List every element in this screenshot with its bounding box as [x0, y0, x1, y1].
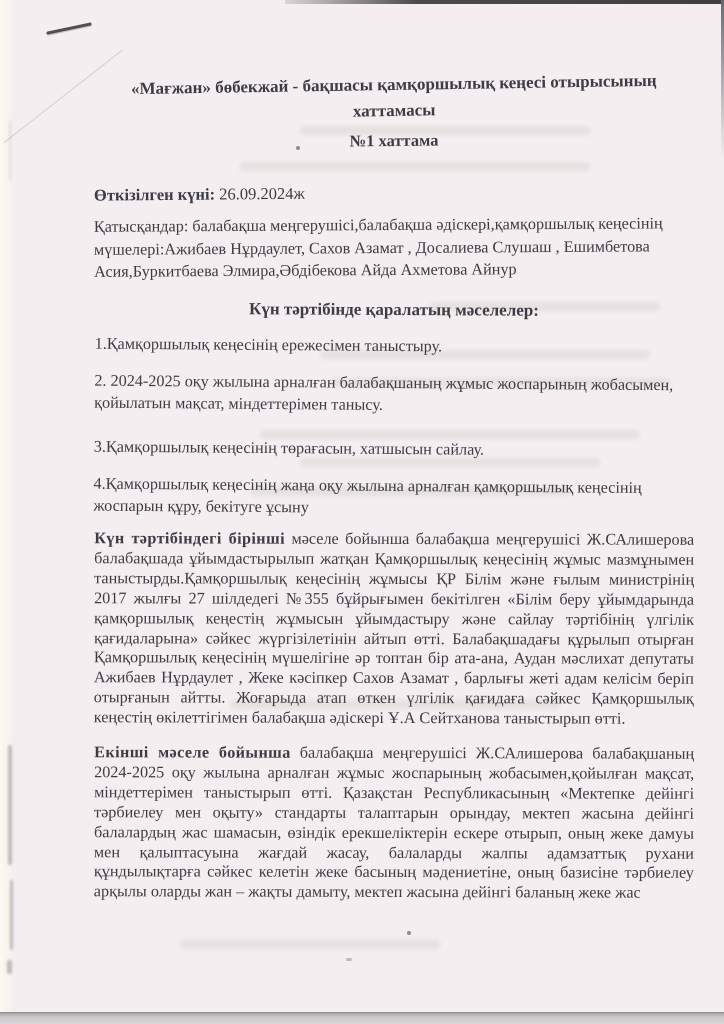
- agenda-list: [93, 332, 694, 521]
- agenda-item-1: 1.Қамқоршылық кеңесінің ережесімен таныстыру.: [94, 334, 443, 355]
- document-body: [94, 72, 694, 903]
- first-issue-lead: Күн тәртібіндегі бірінші: [94, 528, 286, 548]
- edge-smudge: [7, 960, 12, 974]
- scan-top-edge-strip: [285, 0, 724, 4]
- staple-mark: [46, 22, 92, 34]
- edge-smudge: [9, 120, 11, 180]
- edge-smudge: [8, 745, 12, 865]
- first-issue-paragraph: [94, 529, 695, 730]
- scan-left-edge-band: [0, 0, 14, 1024]
- participants-paragraph: Қатысқандар: балабақша меңгерушісі,балабақша әдіскері,қамқоршылық кеңесінің мүшелері:Ажибаев Нұрдаулет, Сахов Азамат , Досалиева Слушаш , Ешимбетова Асия,Буркитбаева Элмира,Әбдібекова Айда Ахметова Айнур: [93, 214, 663, 281]
- agenda-item-4: 4.Қамқоршылық кеңесінің жаңа оқу жылына арналған қамқоршылық кеңесінің жоспарын құру, бекітуге ұсыну: [93, 474, 642, 516]
- scanner-bed-strip: [0, 1012, 724, 1024]
- date-label: Өткізілген күні:: [93, 184, 216, 205]
- agenda-heading: Күн тәртібінде қаралатың мәселелер:: [249, 298, 539, 320]
- second-issue-paragraph: [94, 743, 694, 904]
- ink-speck: [346, 958, 352, 961]
- document-title-line1: «Мағжан» бөбекжай - бақшасы қамқоршылық кеңесі отырысының: [130, 70, 657, 99]
- agenda-item-2: 2. 2024-2025 оқу жылына арналған балабақшаның жұмыс жоспарының жобасымен, қойылатын мақсат, міндеттерімен танысу.: [94, 371, 674, 414]
- bleed-through-mark: [180, 940, 440, 949]
- date-line: [94, 180, 694, 205]
- document-title: [94, 67, 695, 128]
- ink-speck: [407, 931, 411, 935]
- protocol-number: №1 хаттама: [349, 130, 439, 151]
- date-value: 26.09.2024ж: [219, 183, 305, 204]
- first-issue-text: мәселе бойынша балабақша меңгерушісі Ж.САлишерова балабақшада ұйымдастырылып жатқан Қамқоршылық кеңесінің жұмыс мазмұнымен таныстырды.Қамқоршылық кеңесінің жұмысы ҚР Білім және ғылым министрінің 2017 жылғы 27 шілдедегі №355 бұйрығымен бекітілген «Білім беру ұйымдарында қамқоршылық кеңестің жұмысын ұйымдастыру және сайлау тәртібінің үлгілік қағидаларына» сәйкес жүргізілетінін айтып өтті. Балабақшадағы құрылып отырған Қамқоршылық кеңесінің мүшелігіне әр топтан бір ата-ана, Аудан мәслихат депутаты Ажибаев Нұрдаулет , Жеке кәсіпкер Сахов Азамат , барлығы жеті адам келісім беріп отырғанын айтты. Жоғарыда атап өткен үлгілік қағидаға сәйкес Қамқоршылық кеңестің өкілеттігімен балабақша әдіскері Ұ.А Сейтханова таныстырып өтті.: [93, 529, 695, 728]
- second-issue-text: балабақша меңгерушісі Ж.САлишерова балабақшаның 2024-2025 оқу жылына арналған жұмыс жоспарының жобасымен,қойылған мақсат, міндеттерімен таныстырып өтті. Қазақстан Республикасының «Мектепке дейінгі тәрбиелеу мен оқыту» стандарты талаптарын орындау, мектеп жасына дейінгі балалардың жас шамасын, өзіндік ерекшеліктерін ескере отырып, оның жеке дамуы мен қалыптасуына жағдай жасау, балаларды жалпы адамзаттық рухани құндылықтарға сәйкес келетін жеке басының мәдениетіне, оның базисіне тәрбиелеу арқылы оларды жан – жақты дамыту, мектеп жасына дейінгі баланың жеке жас: [93, 743, 695, 902]
- second-issue-lead: Екінші мәселе бойынша: [94, 742, 291, 762]
- agenda-item-3: 3.Қамқоршылық кеңесінің төрағасын, хатшысын сайлау.: [93, 437, 485, 459]
- edge-smudge: [10, 880, 13, 950]
- document-title-line2: хаттамасы: [352, 100, 436, 121]
